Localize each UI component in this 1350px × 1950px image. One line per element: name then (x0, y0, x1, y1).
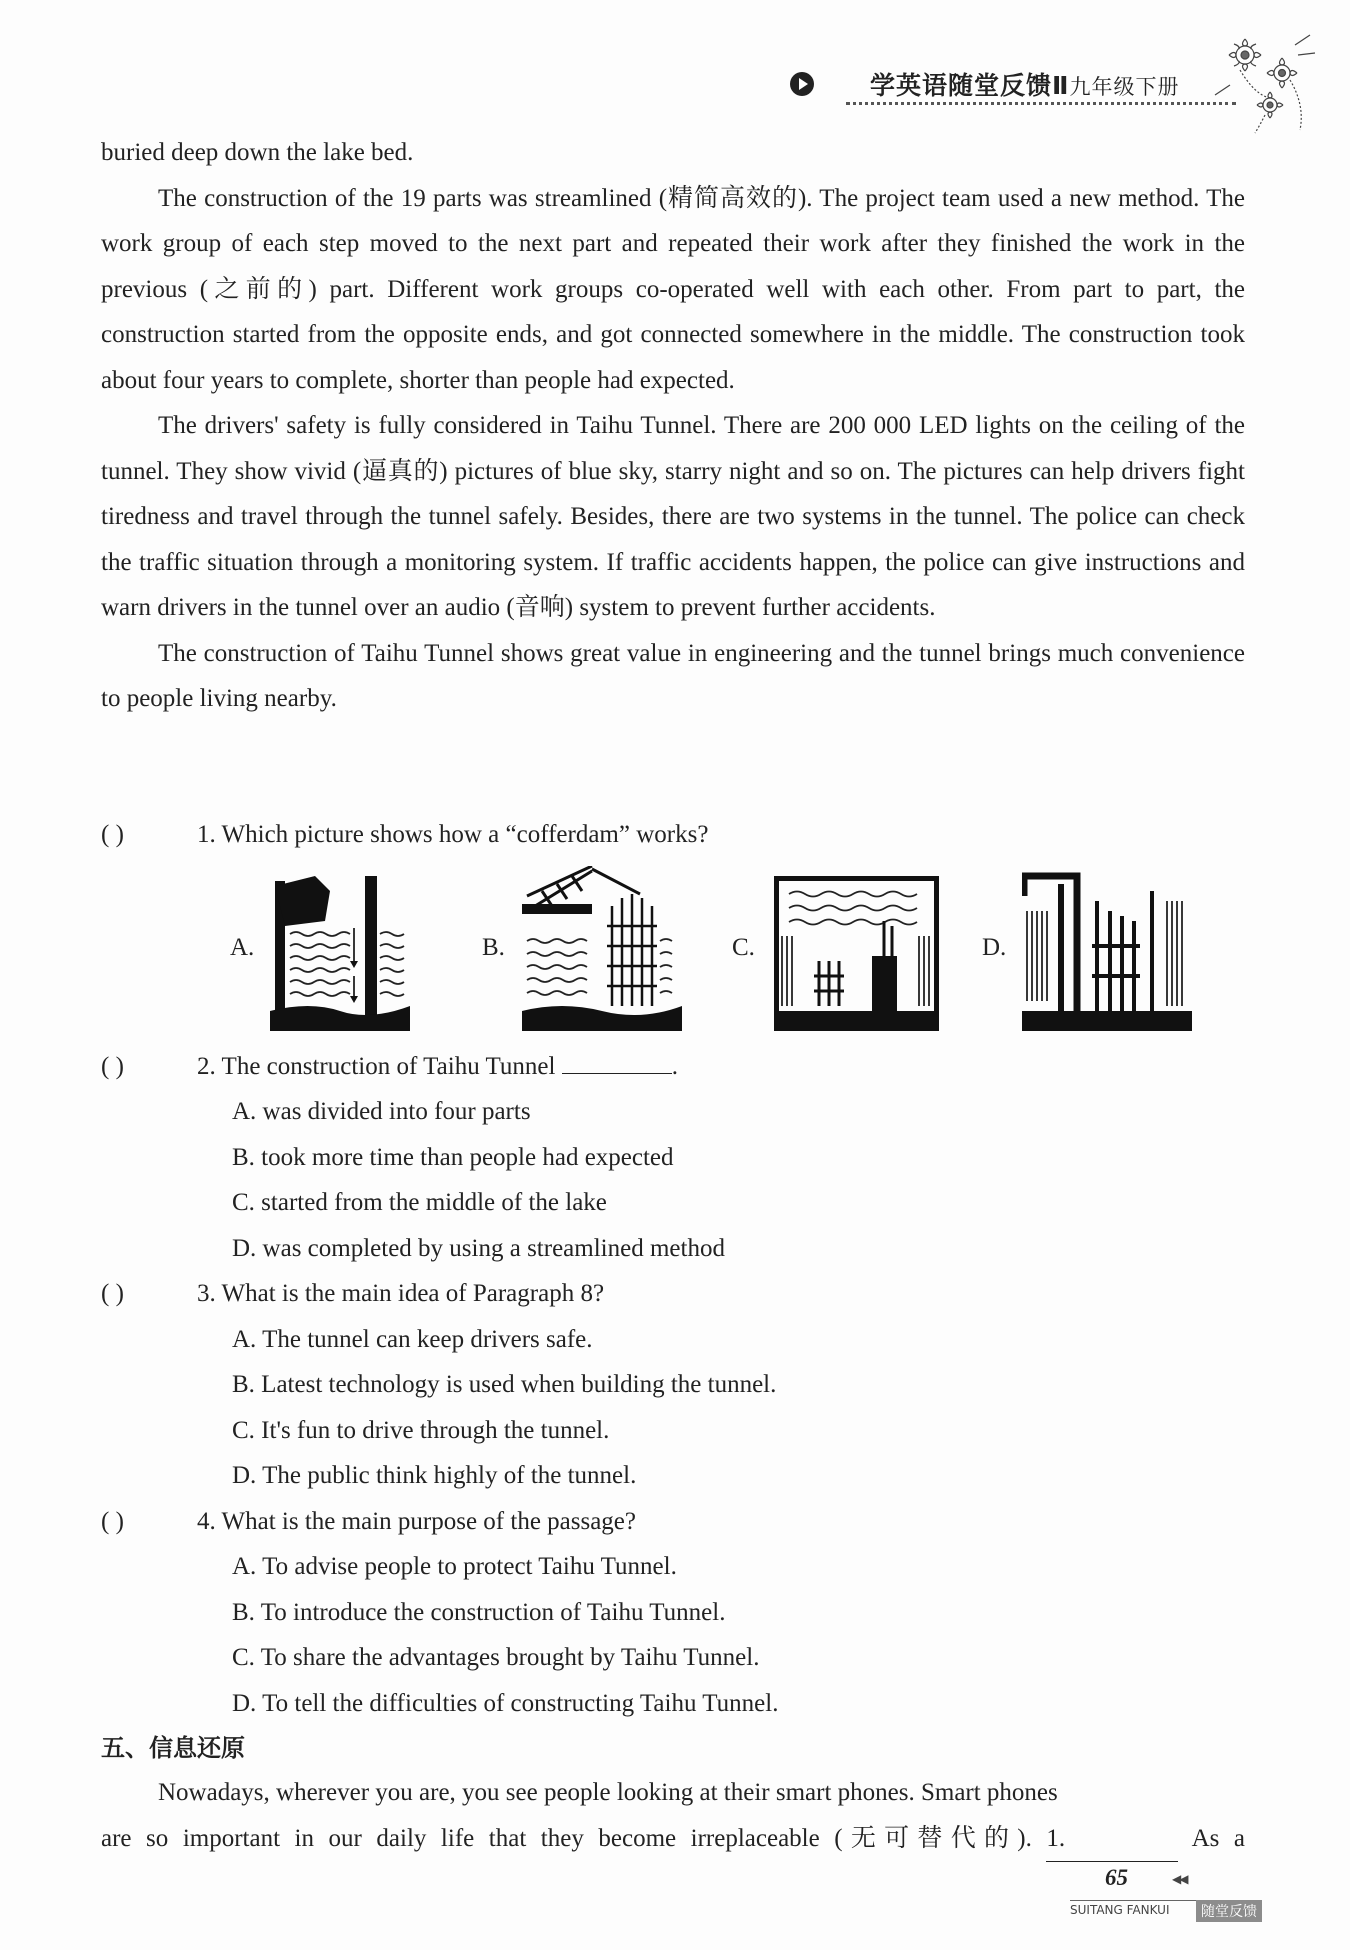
footer-rule (1070, 1900, 1200, 1901)
passage-paragraph-0: buried deep down the lake bed. (101, 139, 414, 166)
answer-bracket[interactable]: ( ) (101, 1053, 124, 1080)
question-stem: 2. The construction of Taihu Tunnel (197, 1053, 556, 1080)
fill-blank[interactable] (562, 1051, 672, 1074)
answer-bracket[interactable]: ( ) (101, 1508, 124, 1535)
question-stem: 3. What is the main idea of Paragraph 8? (197, 1280, 605, 1307)
page-number: 65 (1105, 1865, 1128, 1890)
question-stem: 1. Which picture shows how a “cofferdam” works? (197, 821, 709, 848)
reading-passage (101, 130, 1245, 722)
blank-number[interactable] (1046, 1816, 1178, 1863)
double-arrow-left-icon: ◀◀ (1172, 1872, 1187, 1886)
picture-label: D. (982, 934, 1007, 961)
q4-option-d[interactable]: D. To tell the difficulties of constructing Taihu Tunnel. (232, 1690, 779, 1717)
section5-line-2-start: are so important in our daily life that they become irreplaceable (无可替代的). (101, 1824, 1032, 1852)
section5-passage (101, 1770, 1245, 1862)
question-2 (101, 1044, 678, 1090)
picture-label: B. (482, 934, 505, 961)
picture-label: A. (230, 934, 255, 961)
q3-option-d[interactable]: D. The public think highly of the tunnel. (232, 1462, 637, 1489)
passage-paragraph-1: The construction of the 19 parts was streamlined (精简高效的). The project team used a new method. The work group of each step moved to the next part and repeated their work after they finished the work in the previous (之前的) part. Different work groups co-operated well with each other. From part to part, the construction started from the opposite ends, and got connected somewhere in the middle. The construction took about four years to complete, shorter than people had expected. (101, 184, 1245, 394)
q2-option-c[interactable]: C. started from the middle of the lake (232, 1189, 607, 1216)
play-icon (790, 72, 814, 96)
section5-line-2 (101, 1816, 1245, 1863)
cofferdam-diagram-b (522, 866, 682, 1031)
picture-label: C. (732, 934, 755, 961)
section5-line-2-end: As a (1191, 1824, 1246, 1852)
cofferdam-diagram-c (774, 866, 939, 1031)
cofferdam-pictures (230, 866, 1230, 1036)
book-subtitle: 九年级下册 (1069, 75, 1180, 99)
answer-bracket[interactable]: ( ) (101, 1280, 124, 1307)
sunflower-icon (1210, 25, 1320, 135)
question-4 (101, 1499, 636, 1545)
passage-paragraph-2: The drivers' safety is fully considered in Taihu Tunnel. There are 200 000 LED lights on the ceiling of the tunnel. They show vivid (逼真的) pictures of blue sky, starry night and so on. The pictures can help drivers fight tiredness and travel through the tunnel safely. Besides, there are two systems in the tunnel. The police can check the traffic situation through a monitoring system. If traffic accidents happen, the police can give instructions and warn drivers in the tunnel over an audio (音响) system to prevent further accidents. (101, 412, 1245, 621)
question-1 (101, 812, 708, 858)
q4-option-a[interactable]: A. To advise people to protect Taihu Tunnel. (232, 1553, 677, 1580)
footer-brand-en: SUITANG FANKUI (1070, 1903, 1170, 1917)
book-title-main: 学英语随堂反馈Ⅱ (870, 71, 1070, 100)
q2-option-d[interactable]: D. was completed by using a streamlined method (232, 1235, 725, 1262)
question-stem: 4. What is the main purpose of the passage? (197, 1508, 637, 1535)
q4-option-c[interactable]: C. To share the advantages brought by Taihu Tunnel. (232, 1644, 760, 1671)
cofferdam-diagram-d (1022, 866, 1192, 1031)
question-stem-end: . (671, 1053, 678, 1080)
q3-option-b[interactable]: B. Latest technology is used when building the tunnel. (232, 1371, 777, 1398)
section5-line-1: Nowadays, wherever you are, you see people looking at their smart phones. Smart phones (158, 1779, 1058, 1806)
book-title (870, 66, 1179, 102)
q2-option-a[interactable]: A. was divided into four parts (232, 1098, 531, 1125)
q2-option-b[interactable]: B. took more time than people had expected (232, 1144, 674, 1171)
cofferdam-diagram-a (270, 866, 410, 1031)
page-header (790, 62, 1250, 102)
q3-option-c[interactable]: C. It's fun to drive through the tunnel. (232, 1417, 610, 1444)
q3-option-a[interactable]: A. The tunnel can keep drivers safe. (232, 1326, 593, 1353)
footer-brand-cn: 随堂反馈 (1196, 1900, 1262, 1922)
question-3 (101, 1271, 604, 1317)
header-dotted-rule (846, 102, 1236, 105)
passage-paragraph-3: The construction of Taihu Tunnel shows great value in engineering and the tunnel brings much convenience to people living nearby. (101, 639, 1245, 712)
q4-option-b[interactable]: B. To introduce the construction of Taihu Tunnel. (232, 1599, 726, 1626)
answer-bracket[interactable]: ( ) (101, 821, 124, 848)
section-title: 五、信息还原 (101, 1734, 245, 1762)
blank-number-label: 1. (1046, 1824, 1066, 1852)
